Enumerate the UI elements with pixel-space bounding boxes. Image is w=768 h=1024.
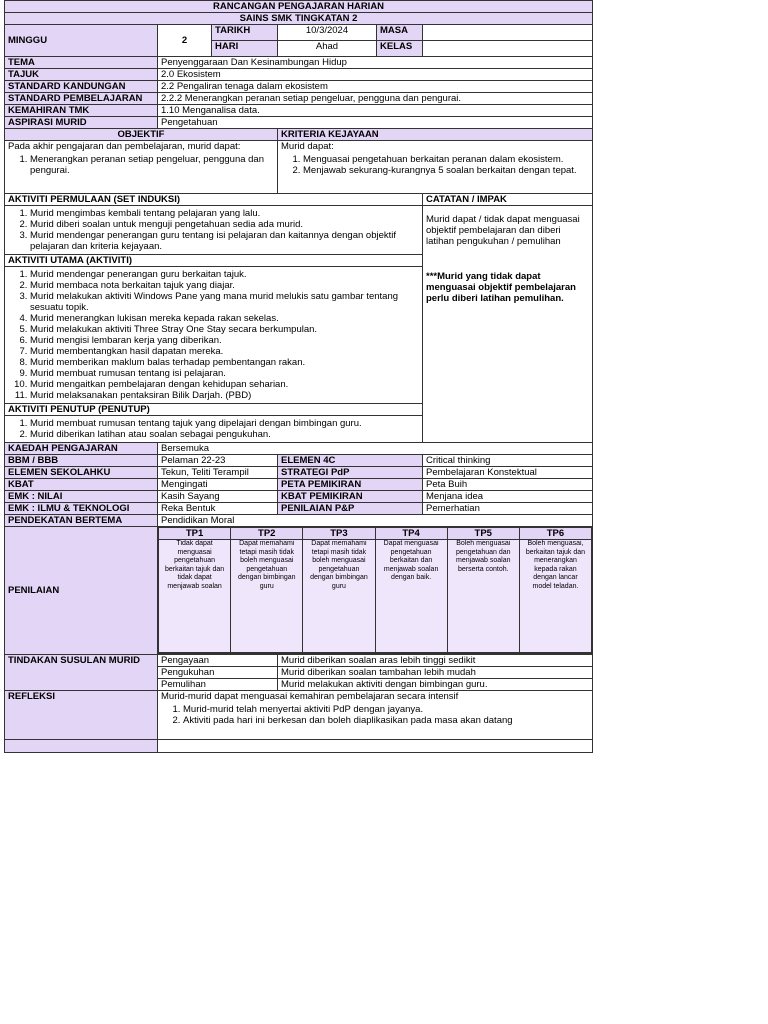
tp-header: TP5 xyxy=(447,528,519,540)
permulaan-heading: AKTIVITI PERMULAAN (SET INDUKSI) xyxy=(5,194,423,206)
utama-cell[interactable] xyxy=(5,267,423,404)
susulan-text[interactable]: Murid diberikan soalan aras lebih tinggi sedikit xyxy=(278,655,593,667)
tp-description[interactable]: Dapat menguasai pengetahuan berkaitan dan menjawab soalan dengan baik. xyxy=(375,540,447,653)
catatan-text: Murid dapat / tidak dapat menguasai objektif pembelajaran dan diberi latihan pengukuhan / pemulihan xyxy=(426,214,580,247)
kriteria-cell[interactable] xyxy=(278,141,593,194)
susulan-type: Pemulihan xyxy=(158,679,278,691)
pendekatan-bertema-value[interactable]: Pendidikan Moral xyxy=(158,515,593,527)
utama-item: 7. Murid membentangkan hasil dapatan mereka. xyxy=(30,346,419,357)
permulaan-item: 3. Murid mendengar penerangan guru tentang isi pelajaran dan kaitannya dengan objektif pelajaran dan kriteria kejayaan. xyxy=(30,230,419,252)
tema-label: TEMA xyxy=(5,57,158,69)
kriteria-list xyxy=(281,154,589,176)
refleksi-item: 1. Murid-murid telah menyertai aktiviti PdP dengan jayanya. xyxy=(183,704,589,715)
susulan-text[interactable]: Murid diberikan soalan tambahan lebih mudah xyxy=(278,667,593,679)
tp-grid xyxy=(158,527,593,654)
penilaian-pp-value[interactable]: Pemerhatian xyxy=(423,503,593,515)
objektif-intro: Pada akhir pengajaran dan pembelajaran, murid dapat: xyxy=(8,141,241,152)
emk-ilmu-label: EMK : ILMU & TEKNOLOGI xyxy=(5,503,158,515)
masa-label: MASA xyxy=(377,25,423,41)
kaedah-label: KAEDAH PENGAJARAN xyxy=(5,443,158,455)
objektif-item: 1. Menerangkan peranan setiap pengeluar, pengguna dan pengurai. xyxy=(30,154,274,176)
blank-value[interactable] xyxy=(158,740,593,753)
permulaan-cell[interactable] xyxy=(5,206,423,255)
aspirasi-murid-value[interactable]: Pengetahuan xyxy=(158,117,593,129)
kbat-label: KBAT xyxy=(5,479,158,491)
kemahiran-tmk-value[interactable]: 1.10 Menganalisa data. xyxy=(158,105,593,117)
elemen-sekolahku-label: ELEMEN SEKOLAHKU xyxy=(5,467,158,479)
blank-label xyxy=(5,740,158,753)
permulaan-list xyxy=(8,208,419,252)
refleksi-cell[interactable] xyxy=(158,691,593,740)
susulan-label: TINDAKAN SUSULAN MURID xyxy=(5,655,158,691)
penutup-item: 2. Murid diberikan latihan atau soalan sebagai pengukuhan. xyxy=(30,429,419,440)
tp-description[interactable]: Boleh menguasai pengetahuan dan menjawab soalan berserta contoh. xyxy=(447,540,519,653)
kelas-label: KELAS xyxy=(377,41,423,57)
kbat-pemikiran-label: KBAT PEMIKIRAN xyxy=(278,491,423,503)
kriteria-heading: KRITERIA KEJAYAAN xyxy=(278,129,593,141)
lesson-plan-table xyxy=(4,0,593,753)
utama-item: 9. Murid membuat rumusan tentang isi pelajaran. xyxy=(30,368,419,379)
minggu-label: MINGGU xyxy=(5,25,158,57)
kriteria-item: 1. Menguasai pengetahuan berkaitan peranan dalam ekosistem. xyxy=(303,154,589,165)
tajuk-value[interactable]: 2.0 Ekosistem xyxy=(158,69,593,81)
catatan-note: ***Murid yang tidak dapat menguasai objektif pembelajaran perlu diberi latihan pemulihan. xyxy=(426,271,576,304)
utama-item: 10. Murid mengaitkan pembelajaran dengan kehidupan seharian. xyxy=(30,379,419,390)
emk-nilai-value[interactable]: Kasih Sayang xyxy=(158,491,278,503)
standard-pembelajaran-label: STANDARD PEMBELAJARAN xyxy=(5,93,158,105)
refleksi-list xyxy=(161,704,589,726)
tema-value[interactable]: Penyenggaraan Dan Kesinambungan Hidup xyxy=(158,57,593,69)
catatan-cell[interactable] xyxy=(423,206,593,443)
utama-item: 11. Murid melaksanakan pentaksiran Bilik Darjah. (PBD) xyxy=(30,390,419,401)
utama-item: 5. Murid melakukan aktiviti Three Stray One Stay secara berkumpulan. xyxy=(30,324,419,335)
standard-kandungan-label: STANDARD KANDUNGAN xyxy=(5,81,158,93)
utama-list xyxy=(8,269,419,401)
plan-title: RANCANGAN PENGAJARAN HARIAN xyxy=(5,1,593,13)
tp-header: TP1 xyxy=(159,528,231,540)
kriteria-intro: Murid dapat: xyxy=(281,141,334,152)
bbm-label: BBM / BBB xyxy=(5,455,158,467)
tp-header: TP2 xyxy=(231,528,303,540)
tarikh-value[interactable]: 10/3/2024 xyxy=(278,25,377,41)
tp-header: TP4 xyxy=(375,528,447,540)
susulan-type: Pengukuhan xyxy=(158,667,278,679)
kaedah-value[interactable]: Bersemuka xyxy=(158,443,593,455)
aspirasi-murid-label: ASPIRASI MURID xyxy=(5,117,158,129)
pendekatan-bertema-label: PENDEKATAN BERTEMA xyxy=(5,515,158,527)
peta-pemikiran-label: PETA PEMIKIRAN xyxy=(278,479,423,491)
tp-description[interactable]: Boleh menguasai, berkaitan tajuk dan menerangkan kepada rakan dengan lancar model teladan. xyxy=(519,540,591,653)
tp-header: TP6 xyxy=(519,528,591,540)
tarikh-label: TARIKH xyxy=(212,25,278,41)
tp-description[interactable]: Dapat memahami tetapi masih tidak boleh menguasai pengetahuan dengan bimbingan guru xyxy=(231,540,303,653)
refleksi-item: 2. Aktiviti pada hari ini berkesan dan boleh diaplikasikan pada masa akan datang xyxy=(183,715,589,726)
kbat-pemikiran-value[interactable]: Menjana idea xyxy=(423,491,593,503)
penutup-list xyxy=(8,418,419,440)
objektif-list xyxy=(8,154,274,176)
strategi-pdp-label: STRATEGI PdP xyxy=(278,467,423,479)
objektif-heading: OBJEKTIF xyxy=(5,129,278,141)
tp-description[interactable]: Dapat memahami tetapi masih tidak boleh menguasai pengetahuan dengan bimbingan guru xyxy=(303,540,375,653)
bbm-value[interactable]: Pelaman 22-23 xyxy=(158,455,278,467)
elemen-4c-value[interactable]: Critical thinking xyxy=(423,455,593,467)
emk-nilai-label: EMK : NILAI xyxy=(5,491,158,503)
tp-header: TP3 xyxy=(303,528,375,540)
objektif-cell[interactable] xyxy=(5,141,278,194)
utama-item: 2. Murid membaca nota berkaitan tajuk yang diajar. xyxy=(30,280,419,291)
utama-item: 1. Murid mendengar penerangan guru berkaitan tajuk. xyxy=(30,269,419,280)
hari-value[interactable]: Ahad xyxy=(278,41,377,57)
masa-value[interactable] xyxy=(423,25,593,41)
hari-label: HARI xyxy=(212,41,278,57)
standard-pembelajaran-value[interactable]: 2.2.2 Menerangkan peranan setiap pengeluar, pengguna dan pengurai. xyxy=(158,93,593,105)
tp-description[interactable]: Tidak dapat menguasai pengetahuan berkaitan tajuk dan tidak dapat menjawab soalan xyxy=(159,540,231,653)
kriteria-item: 2. Menjawab sekurang-kurangnya 5 soalan berkaitan dengan tepat. xyxy=(303,165,589,176)
permulaan-item: 2. Murid diberi soalan untuk menguji pengetahuan sedia ada murid. xyxy=(30,219,419,230)
standard-kandungan-value[interactable]: 2.2 Pengaliran tenaga dalam ekosistem xyxy=(158,81,593,93)
utama-item: 8. Murid memberikan maklum balas terhadap pembentangan rakan. xyxy=(30,357,419,368)
strategi-pdp-value[interactable]: Pembelajaran Konstektual xyxy=(423,467,593,479)
utama-item: 3. Murid melakukan aktiviti Windows Pane yang mana murid melukis satu gambar tentang sesuatu topik. xyxy=(30,291,419,313)
tajuk-label: TAJUK xyxy=(5,69,158,81)
utama-heading: AKTIVITI UTAMA (AKTIVITI) xyxy=(5,255,423,267)
susulan-type: Pengayaan xyxy=(158,655,278,667)
kemahiran-tmk-label: KEMAHIRAN TMK xyxy=(5,105,158,117)
refleksi-label: REFLEKSI xyxy=(5,691,158,740)
lesson-plan-sheet xyxy=(4,0,592,753)
utama-item: 4. Murid menerangkan lukisan mereka kepada rakan sekelas. xyxy=(30,313,419,324)
susulan-text[interactable]: Murid melakukan aktiviti dengan bimbingan guru. xyxy=(278,679,593,691)
penilaian-pp-label: PENILAIAN P&P xyxy=(278,503,423,515)
peta-pemikiran-value[interactable]: Peta Buih xyxy=(423,479,593,491)
catatan-heading: CATATAN / IMPAK xyxy=(423,194,593,206)
elemen-sekolahku-value[interactable]: Tekun, Teliti Terampil xyxy=(158,467,278,479)
utama-item: 6. Murid mengisi lembaran kerja yang diberikan. xyxy=(30,335,419,346)
penutup-heading: AKTIVITI PENUTUP (PENUTUP) xyxy=(5,404,423,416)
penilaian-label: PENILAIAN xyxy=(5,527,158,655)
plan-subtitle: SAINS SMK TINGKATAN 2 xyxy=(5,13,593,25)
elemen-4c-label: ELEMEN 4C xyxy=(278,455,423,467)
penutup-item: 1. Murid membuat rumusan tentang tajuk yang dipelajari dengan bimbingan guru. xyxy=(30,418,419,429)
kbat-value[interactable]: Mengingati xyxy=(158,479,278,491)
penutup-cell[interactable] xyxy=(5,416,423,443)
permulaan-item: 1. Murid mengimbas kembali tentang pelajaran yang lalu. xyxy=(30,208,419,219)
emk-ilmu-value[interactable]: Reka Bentuk xyxy=(158,503,278,515)
kelas-value[interactable] xyxy=(423,41,593,57)
minggu-value[interactable]: 2 xyxy=(158,25,212,57)
tp-table xyxy=(158,527,592,653)
refleksi-intro: Murid-murid dapat menguasai kemahiran pembelajaran secara intensif xyxy=(161,691,459,702)
